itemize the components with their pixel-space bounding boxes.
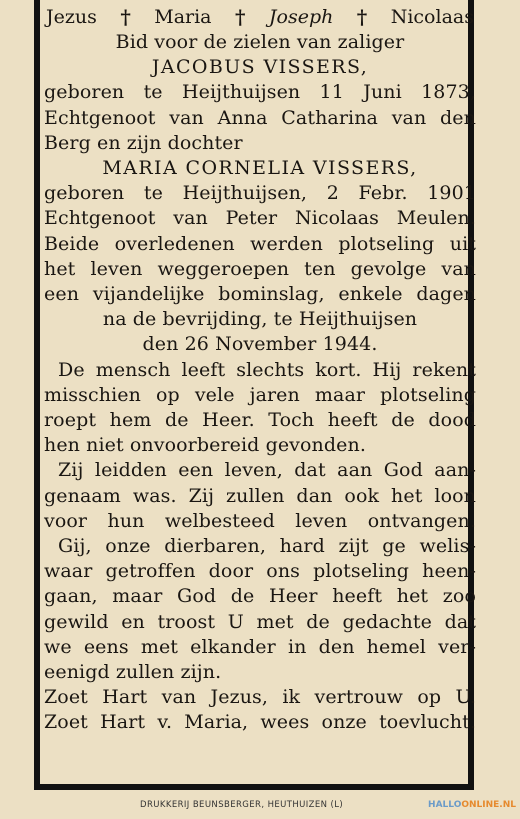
text-line: De mensch leeft slechts kort. Hij rekent <box>58 358 476 381</box>
text-line: Gij, onze dierbaren, hard zijt ge welis- <box>58 535 476 558</box>
text-line: we eens met elkander in den hemel ver- <box>44 635 476 658</box>
card-text <box>44 4 476 736</box>
name-jezus: Jezus <box>46 6 97 28</box>
text-line: Zij leidden een leven, dat aan God aan- <box>58 459 476 482</box>
text-line: roept hem de Heer. Toch heeft de dood <box>44 409 476 432</box>
text-line: misschien op vele jaren maar plotseling <box>44 383 476 406</box>
text-line: waar getroffen door ons plotseling heen- <box>44 560 476 583</box>
watermark-part-a: HALLO <box>428 800 462 810</box>
site-watermark <box>428 800 516 810</box>
text-line: het leven weggeroepen ten gevolge van <box>44 257 476 280</box>
text-line: eenigd zullen zijn. <box>44 661 222 684</box>
text-line: na de bevrijding, te Heijthuijsen <box>102 308 418 331</box>
text-line: geboren te Heijthuijsen 11 Juni 1873, <box>44 81 476 104</box>
text-line: Berg en zijn dochter <box>44 131 243 154</box>
cross-icon: † <box>234 5 246 29</box>
text-line: Echtgenoot van Anna Catharina van den <box>44 106 476 129</box>
footer <box>0 796 520 819</box>
text-line: gaan, maar God de Heer heeft het zoo <box>44 585 476 608</box>
text-line: Echtgenoot van Peter Nicolaas Meulen. <box>44 207 476 230</box>
closing-prayer-2: Zoet Hart v. Maria, wees onze toevlucht. <box>44 711 476 734</box>
text-line: een vijandelijke bominslag, enkele dagen <box>44 283 476 306</box>
cross-icon: † <box>356 5 368 29</box>
text-line: voor hun welbesteed leven ontvangen. <box>44 509 476 532</box>
watermark-part-b: ONLINE.NL <box>461 800 516 810</box>
text-line: gewild en troost U met de gedachte dat <box>44 610 476 633</box>
holy-names-header <box>44 4 476 30</box>
name-maria: Maria <box>154 6 212 28</box>
name-joseph: Joseph <box>268 6 334 28</box>
text-line: genaam was. Zij zullen dan ook het loon <box>44 484 476 507</box>
prayer-intro: Bid voor de zielen van zaliger <box>115 31 405 53</box>
deceased-name-2: MARIA CORNELIA VISSERS, <box>102 157 418 180</box>
printer-imprint: DRUKKERIJ BEUNSBERGER, HEUTHUIZEN (L) <box>140 800 344 810</box>
name-nicolaas: Nicolaas <box>390 6 474 28</box>
death-date: den 26 November 1944. <box>142 333 378 356</box>
text-line: hen niet onvoorbereid gevonden. <box>44 434 366 457</box>
cross-icon: † <box>120 5 131 29</box>
text-line: Beide overledenen werden plotseling uit <box>44 232 476 255</box>
deceased-name-1: JACOBUS VISSERS, <box>151 56 369 79</box>
text-line: geboren te Heijthuijsen, 2 Febr. 1901 <box>44 182 476 205</box>
closing-prayer-1: Zoet Hart van Jezus, ik vertrouw op U. <box>44 686 476 709</box>
